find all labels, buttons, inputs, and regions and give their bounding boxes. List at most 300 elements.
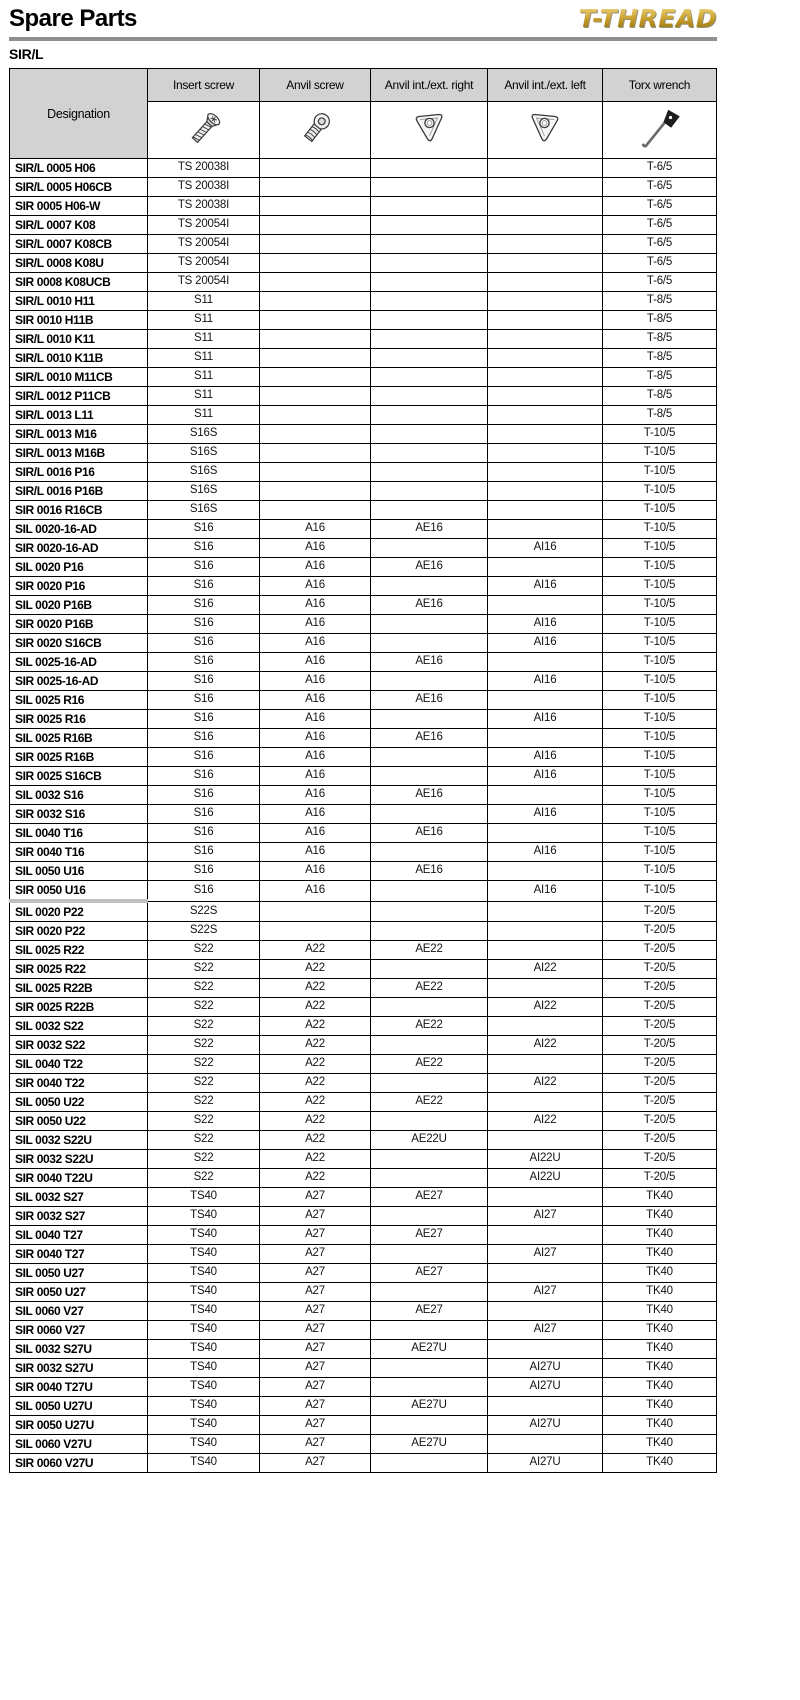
anvil-right-cell [371, 748, 488, 767]
designation-cell: SIR 0050 U27U [10, 1416, 148, 1435]
anvil-left-cell [488, 463, 603, 482]
torx-wrench-cell: T-8/5 [603, 311, 717, 330]
anvil-right-cell [371, 463, 488, 482]
anvil-right-cell [371, 178, 488, 197]
anvil-left-cell [488, 979, 603, 998]
anvil-right-cell: AE22 [371, 1055, 488, 1074]
anvil-left-cell [488, 1397, 603, 1416]
anvil-screw-cell: A22 [260, 1074, 371, 1093]
anvil-right-cell [371, 482, 488, 501]
torx-wrench-cell: T-8/5 [603, 349, 717, 368]
designation-cell: SIR 0040 T27U [10, 1378, 148, 1397]
anvil-screw-cell: A22 [260, 979, 371, 998]
table-row [10, 311, 717, 330]
designation-cell: SIR/L 0010 H11 [10, 292, 148, 311]
anvil-left-cell [488, 197, 603, 216]
anvil-right-cell [371, 425, 488, 444]
torx-wrench-cell: T-10/5 [603, 748, 717, 767]
series-subtitle: SIR/L [9, 46, 44, 62]
anvil-right-cell [371, 615, 488, 634]
insert-screw-cell: S16 [148, 862, 260, 881]
designation-cell: SIR/L 0013 L11 [10, 406, 148, 425]
torx-wrench-cell: T-10/5 [603, 463, 717, 482]
insert-screw-cell: TS 20038I [148, 159, 260, 178]
anvil-right-cell: AE16 [371, 786, 488, 805]
designation-cell: SIL 0050 U27U [10, 1397, 148, 1416]
designation-cell: SIR 0020 S16CB [10, 634, 148, 653]
anvil-right-cell [371, 881, 488, 902]
table-row [10, 1340, 717, 1359]
insert-screw-cell: S11 [148, 330, 260, 349]
anvil-screw-cell [260, 406, 371, 425]
anvil-right-cell: AE22 [371, 941, 488, 960]
anvil-left-cell: AI22 [488, 1036, 603, 1055]
anvil-screw-cell: A27 [260, 1435, 371, 1454]
anvil-right-cell: AE27U [371, 1397, 488, 1416]
designation-cell: SIR 0040 T22 [10, 1074, 148, 1093]
anvil-right-cell [371, 406, 488, 425]
insert-screw-cell: TS40 [148, 1321, 260, 1340]
designation-cell: SIL 0032 S22 [10, 1017, 148, 1036]
table-row [10, 349, 717, 368]
torx-wrench-cell: T-10/5 [603, 634, 717, 653]
table-row [10, 729, 717, 748]
torx-wrench-cell: TK40 [603, 1416, 717, 1435]
designation-cell: SIL 0020 P22 [10, 901, 148, 922]
insert-screw-cell: S11 [148, 368, 260, 387]
insert-screw-cell: S16 [148, 558, 260, 577]
anvil-left-cell [488, 1226, 603, 1245]
designation-cell: SIR/L 0008 K08U [10, 254, 148, 273]
designation-cell: SIR/L 0005 H06CB [10, 178, 148, 197]
table-row [10, 1074, 717, 1093]
torx-wrench-cell: T-20/5 [603, 998, 717, 1017]
torx-wrench-cell: T-8/5 [603, 292, 717, 311]
anvil-right-cell: AE27 [371, 1264, 488, 1283]
designation-cell: SIR/L 0010 M11CB [10, 368, 148, 387]
table-row [10, 406, 717, 425]
anvil-screw-cell [260, 425, 371, 444]
page-header [9, 6, 717, 32]
anvil-screw-cell: A16 [260, 710, 371, 729]
torx-wrench-cell: T-10/5 [603, 710, 717, 729]
anvil-right-cell [371, 767, 488, 786]
anvil-screw-cell [260, 922, 371, 941]
column-header-anvil-screw: Anvil screw [260, 69, 371, 102]
torx-wrench-cell: T-20/5 [603, 922, 717, 941]
table-row [10, 786, 717, 805]
designation-cell: SIR/L 0005 H06 [10, 159, 148, 178]
anvil-screw-cell: A22 [260, 1131, 371, 1150]
anvil-screw-cell: A16 [260, 881, 371, 902]
torx-wrench-cell: T-6/5 [603, 159, 717, 178]
insert-screw-cell: S16 [148, 596, 260, 615]
anvil-screw-cell: A16 [260, 577, 371, 596]
spare-parts-table [9, 68, 717, 1473]
table-row [10, 387, 717, 406]
anvil-left-cell: AI16 [488, 748, 603, 767]
anvil-left-cell: AI16 [488, 539, 603, 558]
anvil-left-cell [488, 216, 603, 235]
table-row [10, 653, 717, 672]
anvil-screw-cell [260, 292, 371, 311]
table-row [10, 1017, 717, 1036]
anvil-left-cell [488, 1264, 603, 1283]
designation-cell: SIL 0020 P16 [10, 558, 148, 577]
designation-cell: SIR/L 0013 M16 [10, 425, 148, 444]
anvil-right-cell [371, 805, 488, 824]
torx-wrench-cell: T-20/5 [603, 1093, 717, 1112]
anvil-left-cell [488, 273, 603, 292]
insert-screw-cell: S22 [148, 1169, 260, 1188]
torx-wrench-cell: T-10/5 [603, 729, 717, 748]
insert-screw-cell: S16 [148, 805, 260, 824]
designation-cell: SIL 0032 S16 [10, 786, 148, 805]
anvil-screw-cell: A16 [260, 767, 371, 786]
anvil-left-cell [488, 1131, 603, 1150]
anvil-left-cell: AI27 [488, 1207, 603, 1226]
torx-wrench-cell: T-20/5 [603, 901, 717, 922]
designation-cell: SIR 0025 R22 [10, 960, 148, 979]
anvil-screw-cell: A27 [260, 1226, 371, 1245]
anvil-screw-cell: A16 [260, 786, 371, 805]
anvil-screw-cell [260, 349, 371, 368]
anvil-left-cell [488, 235, 603, 254]
anvil-screw-cell: A22 [260, 1093, 371, 1112]
insert-screw-cell: S16 [148, 824, 260, 843]
anvil-left-cell [488, 1017, 603, 1036]
table-row [10, 1359, 717, 1378]
anvil-right-cell [371, 292, 488, 311]
anvil-screw-cell: A27 [260, 1397, 371, 1416]
torx-wrench-cell: T-20/5 [603, 941, 717, 960]
table-row [10, 710, 717, 729]
anvil-left-cell [488, 1055, 603, 1074]
table-row [10, 767, 717, 786]
torx-wrench-cell: T-20/5 [603, 1131, 717, 1150]
anvil-screw-cell: A27 [260, 1359, 371, 1378]
anvil-screw-cell [260, 197, 371, 216]
designation-cell: SIL 0032 S22U [10, 1131, 148, 1150]
anvil-left-cell [488, 159, 603, 178]
anvil-left-cell [488, 1188, 603, 1207]
torx-wrench-cell: T-10/5 [603, 786, 717, 805]
anvil-screw-cell: A22 [260, 1112, 371, 1131]
table-row [10, 748, 717, 767]
insert-screw-cell: S16S [148, 482, 260, 501]
torx-wrench-cell: TK40 [603, 1245, 717, 1264]
insert-screw-cell: S11 [148, 311, 260, 330]
table-row [10, 862, 717, 881]
anvil-right-cell: AE22 [371, 1017, 488, 1036]
torx-wrench-cell: T-8/5 [603, 330, 717, 349]
table-row [10, 1283, 717, 1302]
torx-wrench-cell: T-6/5 [603, 273, 717, 292]
anvil-right-cell [371, 901, 488, 922]
anvil-left-cell [488, 368, 603, 387]
torx-wrench-cell: T-20/5 [603, 1074, 717, 1093]
table-row [10, 998, 717, 1017]
anvil-left-cell [488, 901, 603, 922]
designation-cell: SIR/L 0010 K11B [10, 349, 148, 368]
insert-screw-cell: TS40 [148, 1226, 260, 1245]
anvil-int-ext-right-icon [406, 106, 452, 154]
insert-screw-cell: S22 [148, 998, 260, 1017]
anvil-screw-cell: A16 [260, 596, 371, 615]
anvil-right-cell [371, 254, 488, 273]
anvil-right-cell [371, 330, 488, 349]
torx-wrench-cell: T-20/5 [603, 1017, 717, 1036]
anvil-right-cell: AE22U [371, 1131, 488, 1150]
designation-cell: SIL 0032 S27U [10, 1340, 148, 1359]
torx-wrench-cell: T-10/5 [603, 482, 717, 501]
designation-cell: SIR 0060 V27U [10, 1454, 148, 1473]
table-row [10, 881, 717, 902]
anvil-screw-cell: A27 [260, 1245, 371, 1264]
anvil-screw-cell: A16 [260, 520, 371, 539]
anvil-screw-cell: A27 [260, 1283, 371, 1302]
torx-wrench-cell: T-8/5 [603, 406, 717, 425]
torx-wrench-cell: TK40 [603, 1283, 717, 1302]
anvil-right-cell [371, 843, 488, 862]
table-row [10, 1055, 717, 1074]
anvil-left-cell [488, 922, 603, 941]
insert-screw-cell: TS40 [148, 1378, 260, 1397]
anvil-screw-cell: A16 [260, 748, 371, 767]
anvil-screw-cell [260, 235, 371, 254]
torx-wrench-cell: T-10/5 [603, 558, 717, 577]
anvil-screw-cell: A22 [260, 1150, 371, 1169]
anvil-screw-cell [260, 901, 371, 922]
anvil-left-cell [488, 425, 603, 444]
torx-wrench-cell: T-20/5 [603, 1055, 717, 1074]
torx-wrench-cell: T-10/5 [603, 615, 717, 634]
torx-wrench-cell: TK40 [603, 1321, 717, 1340]
designation-cell: SIL 0025 R16B [10, 729, 148, 748]
anvil-left-cell [488, 691, 603, 710]
insert-screw-cell: S22 [148, 1112, 260, 1131]
insert-screw-cell: S22 [148, 1017, 260, 1036]
insert-screw-cell: TS 20054I [148, 254, 260, 273]
table-row [10, 1245, 717, 1264]
anvil-right-cell [371, 311, 488, 330]
table-row [10, 1188, 717, 1207]
anvil-left-cell [488, 311, 603, 330]
insert-screw-cell: S16 [148, 539, 260, 558]
designation-cell: SIR 0032 S27 [10, 1207, 148, 1226]
anvil-left-cell [488, 786, 603, 805]
anvil-right-cell [371, 1245, 488, 1264]
anvil-right-cell [371, 216, 488, 235]
insert-screw-cell: S16 [148, 577, 260, 596]
table-row [10, 558, 717, 577]
anvil-screw-cell [260, 482, 371, 501]
anvil-right-cell [371, 1169, 488, 1188]
designation-cell: SIR 0032 S27U [10, 1359, 148, 1378]
table-row [10, 615, 717, 634]
anvil-screw-cell [260, 216, 371, 235]
designation-cell: SIL 0020-16-AD [10, 520, 148, 539]
anvil-left-cell: AI16 [488, 843, 603, 862]
anvil-right-cell: AE27 [371, 1226, 488, 1245]
torx-wrench-cell: T-10/5 [603, 672, 717, 691]
anvil-left-cell: AI16 [488, 634, 603, 653]
table-row [10, 596, 717, 615]
anvil-left-cell [488, 520, 603, 539]
anvil-left-cell [488, 254, 603, 273]
designation-cell: SIL 0025 R22 [10, 941, 148, 960]
insert-screw-cell: S16 [148, 729, 260, 748]
anvil-left-cell [488, 406, 603, 425]
torx-wrench-cell: T-10/5 [603, 520, 717, 539]
anvil-right-cell [371, 577, 488, 596]
anvil-left-cell [488, 1435, 603, 1454]
anvil-screw-cell: A16 [260, 615, 371, 634]
table-row [10, 672, 717, 691]
designation-cell: SIR/L 0007 K08CB [10, 235, 148, 254]
anvil-left-cell: AI27U [488, 1416, 603, 1435]
insert-screw-cell: S11 [148, 406, 260, 425]
insert-screw-cell: S22 [148, 1074, 260, 1093]
anvil-screw-cell: A27 [260, 1340, 371, 1359]
title-divider [9, 37, 717, 41]
torx-wrench-cell: TK40 [603, 1454, 717, 1473]
anvil-screw-cell: A16 [260, 729, 371, 748]
anvil-left-cell: AI27U [488, 1454, 603, 1473]
anvil-right-cell [371, 197, 488, 216]
designation-cell: SIL 0025-16-AD [10, 653, 148, 672]
insert-screw-cell: TS40 [148, 1340, 260, 1359]
anvil-right-cell [371, 634, 488, 653]
insert-screw-cell: S16 [148, 710, 260, 729]
designation-cell: SIR 0040 T16 [10, 843, 148, 862]
anvil-right-cell [371, 1150, 488, 1169]
table-row [10, 463, 717, 482]
designation-cell: SIR 0005 H06-W [10, 197, 148, 216]
designation-cell: SIR 0025 R22B [10, 998, 148, 1017]
anvil-screw-cell: A22 [260, 941, 371, 960]
anvil-left-cell [488, 941, 603, 960]
table-row [10, 216, 717, 235]
designation-cell: SIR 0010 H11B [10, 311, 148, 330]
table-row [10, 254, 717, 273]
table-row [10, 520, 717, 539]
anvil-left-cell: AI16 [488, 672, 603, 691]
anvil-left-cell [488, 558, 603, 577]
table-row [10, 960, 717, 979]
designation-cell: SIL 0060 V27 [10, 1302, 148, 1321]
insert-screw-cell: TS40 [148, 1264, 260, 1283]
anvil-screw-cell: A22 [260, 1036, 371, 1055]
anvil-right-cell [371, 159, 488, 178]
anvil-right-cell [371, 368, 488, 387]
table-row [10, 901, 717, 922]
table-row [10, 1226, 717, 1245]
anvil-right-cell [371, 1036, 488, 1055]
torx-wrench-cell: T-8/5 [603, 387, 717, 406]
insert-screw-cell: TS40 [148, 1188, 260, 1207]
insert-screw-cell: TS40 [148, 1283, 260, 1302]
anvil-screw-cell: A27 [260, 1188, 371, 1207]
anvil-screw-cell: A16 [260, 558, 371, 577]
torx-wrench-cell: T-6/5 [603, 254, 717, 273]
table-row [10, 444, 717, 463]
designation-cell: SIR 0020 P16 [10, 577, 148, 596]
anvil-left-cell: AI16 [488, 615, 603, 634]
anvil-right-cell: AE22 [371, 979, 488, 998]
torx-wrench-cell: T-20/5 [603, 979, 717, 998]
anvil-left-cell: AI16 [488, 881, 603, 902]
designation-cell: SIL 0040 T27 [10, 1226, 148, 1245]
anvil-screw-cell: A16 [260, 824, 371, 843]
insert-screw-cell: TS 20054I [148, 235, 260, 254]
insert-screw-cell: S22 [148, 979, 260, 998]
anvil-screw-cell [260, 273, 371, 292]
anvil-left-cell [488, 349, 603, 368]
insert-screw-cell: S16 [148, 520, 260, 539]
insert-screw-cell: S22 [148, 1036, 260, 1055]
torx-wrench-cell: T-6/5 [603, 235, 717, 254]
anvil-right-cell [371, 444, 488, 463]
anvil-right-cell [371, 922, 488, 941]
page [9, 0, 717, 1473]
insert-screw-cell: TS 20054I [148, 273, 260, 292]
anvil-left-cell [488, 1093, 603, 1112]
torx-wrench-icon [637, 106, 683, 154]
table-row [10, 1378, 717, 1397]
anvil-right-cell: AE27 [371, 1188, 488, 1207]
column-header-insert-screw: Insert screw [148, 69, 260, 102]
table-row [10, 1093, 717, 1112]
anvil-screw-icon [292, 106, 338, 154]
anvil-right-cell [371, 1207, 488, 1226]
torx-wrench-cell: TK40 [603, 1264, 717, 1283]
designation-cell: SIL 0025 R22B [10, 979, 148, 998]
header-label-row [10, 69, 717, 102]
anvil-left-cell [488, 1302, 603, 1321]
anvil-left-cell [488, 387, 603, 406]
designation-cell: SIR 0020-16-AD [10, 539, 148, 558]
anvil-right-cell: AE16 [371, 520, 488, 539]
designation-cell: SIR 0020 P22 [10, 922, 148, 941]
anvil-right-cell: AE16 [371, 729, 488, 748]
table-row [10, 1036, 717, 1055]
insert-screw-cell: TS40 [148, 1245, 260, 1264]
anvil-screw-cell: A22 [260, 1055, 371, 1074]
anvil-right-cell [371, 539, 488, 558]
table-row [10, 178, 717, 197]
insert-screw-cell: S16 [148, 786, 260, 805]
anvil-screw-cell [260, 368, 371, 387]
insert-screw-cell: S11 [148, 292, 260, 311]
anvil-right-cell [371, 1454, 488, 1473]
torx-wrench-cell: TK40 [603, 1302, 717, 1321]
anvil-screw-cell: A16 [260, 672, 371, 691]
insert-screw-cell: S22 [148, 1131, 260, 1150]
table-row [10, 1435, 717, 1454]
designation-cell: SIR/L 0012 P11CB [10, 387, 148, 406]
insert-screw-cell: TS40 [148, 1397, 260, 1416]
insert-screw-cell: S16 [148, 672, 260, 691]
torx-wrench-cell: T-20/5 [603, 1112, 717, 1131]
anvil-right-cell [371, 235, 488, 254]
table-row [10, 197, 717, 216]
column-header-torx-wrench: Torx wrench [603, 69, 717, 102]
anvil-left-cell [488, 862, 603, 881]
insert-screw-cell: S16S [148, 444, 260, 463]
anvil-left-cell: AI22 [488, 960, 603, 979]
insert-screw-cell: S16 [148, 653, 260, 672]
